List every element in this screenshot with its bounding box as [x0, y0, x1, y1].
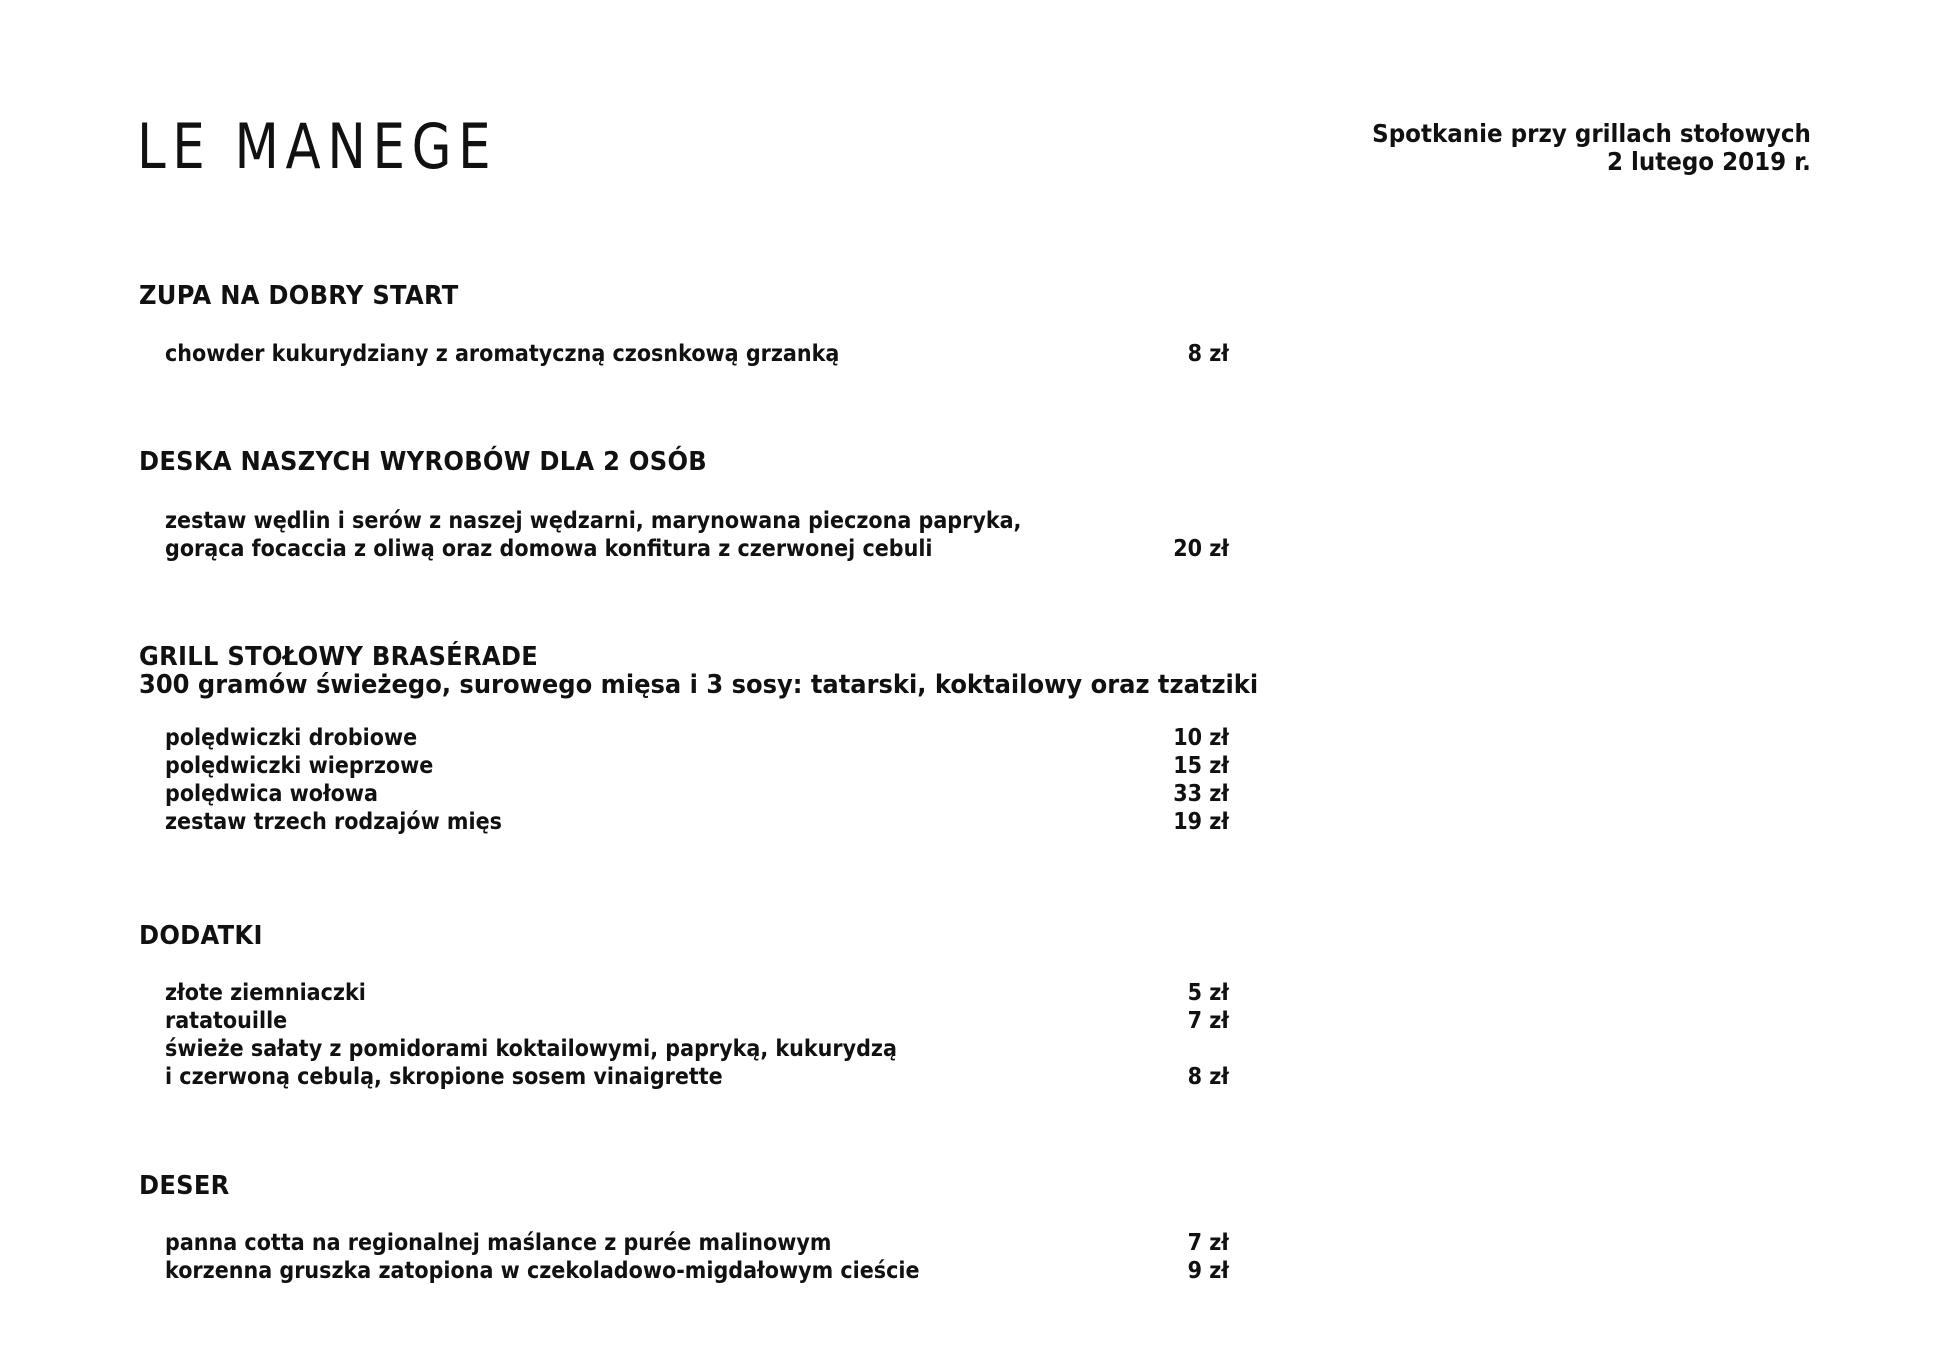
menu-item-line: zestaw trzech rodzajów mięs: [165, 809, 502, 835]
menu-item-line: panna cotta na regionalnej maślance z purée malinowym: [165, 1230, 832, 1256]
section-items: [139, 340, 1229, 368]
event-info: [1372, 120, 1811, 176]
menu-item-line: gorąca focaccia z oliwą oraz domowa konfitura z czerwonej cebuli: [165, 536, 933, 562]
menu-item-price: 15 zł: [1173, 753, 1229, 779]
menu-item-price: 33 zł: [1173, 781, 1229, 807]
menu-item-line: korzenna gruszka zatopiona w czekoladowo-migdałowym cieście: [165, 1258, 920, 1284]
menu-item-description: [165, 340, 839, 368]
menu-item-price: 20 zł: [1173, 536, 1229, 562]
section-title: ZUPA NA DOBRY START: [139, 281, 459, 311]
menu-item-line: polędwiczki drobiowe: [165, 725, 418, 751]
menu-item-description: [165, 507, 1021, 563]
menu-item-description: [165, 752, 433, 780]
menu-item: [165, 340, 1229, 368]
menu-item-description: [165, 780, 378, 808]
menu-item-description: [165, 808, 502, 836]
menu-item-description: [165, 1229, 831, 1257]
menu-item-price: 8 zł: [1187, 1064, 1229, 1090]
menu-item-line: chowder kukurydziany z aromatyczną czosnkową grzanką: [165, 341, 840, 367]
menu-item-description: [165, 979, 366, 1007]
section-subtitle: 300 gramów świeżego, surowego mięsa i 3 sosy: tatarski, koktailowy oraz tzatziki: [139, 670, 1259, 700]
section-items: [139, 1229, 1229, 1285]
menu-item-line: zestaw wędlin i serów z naszej wędzarni, marynowana pieczona papryka,: [165, 508, 1022, 534]
menu-item-price: 19 zł: [1173, 809, 1229, 835]
menu-item-description: [165, 724, 417, 752]
menu-item: [165, 1229, 1229, 1257]
event-title: Spotkanie przy grillach stołowych: [1372, 119, 1811, 148]
menu-item-description: [165, 1035, 897, 1091]
menu-item-description: [165, 1007, 287, 1035]
menu-section-grill: [139, 642, 1259, 836]
section-title: DESKA NASZYCH WYROBÓW DLA 2 OSÓB: [139, 447, 707, 477]
menu-item-line: polędwiczki wieprzowe: [165, 753, 434, 779]
menu-section-sides: [139, 922, 1229, 1091]
menu-item-line: polędwica wołowa: [165, 781, 379, 807]
menu-item: [165, 1257, 1229, 1285]
menu-item: [165, 724, 1229, 752]
menu-item-price: 8 zł: [1187, 341, 1229, 367]
menu-item-description: [165, 1257, 919, 1285]
menu-item-price: 9 zł: [1187, 1258, 1229, 1284]
section-title: DODATKI: [139, 921, 263, 951]
menu-item: [165, 780, 1229, 808]
menu-section-board: [139, 448, 1229, 563]
menu-section-soup: [139, 282, 1229, 368]
restaurant-logo: LE MANEGE: [137, 110, 498, 183]
event-date: 2 lutego 2019 r.: [1607, 147, 1811, 176]
menu-item-price: 5 zł: [1187, 980, 1229, 1006]
section-items: [139, 724, 1229, 836]
menu-item: [165, 752, 1229, 780]
menu-item-line: świeże sałaty z pomidorami koktailowymi, papryką, kukurydzą: [165, 1036, 897, 1062]
menu-item-price: 7 zł: [1187, 1230, 1229, 1256]
section-title: DESER: [139, 1171, 230, 1201]
menu-item: [165, 507, 1229, 563]
section-items: [139, 507, 1229, 563]
menu-item: [165, 1035, 1229, 1091]
menu-item-price: 7 zł: [1187, 1008, 1229, 1034]
menu-item-line: ratatouille: [165, 1008, 288, 1034]
section-title: GRILL STOŁOWY BRASÉRADE: [139, 642, 539, 672]
menu-section-dessert: [139, 1172, 1229, 1285]
menu-item: [165, 1007, 1229, 1035]
menu-item-line: i czerwoną cebulą, skropione sosem vinaigrette: [165, 1064, 723, 1090]
menu-item: [165, 808, 1229, 836]
menu-item-price: 10 zł: [1173, 725, 1229, 751]
menu-item-line: złote ziemniaczki: [165, 980, 366, 1006]
section-items: [139, 979, 1229, 1091]
menu-item: [165, 979, 1229, 1007]
